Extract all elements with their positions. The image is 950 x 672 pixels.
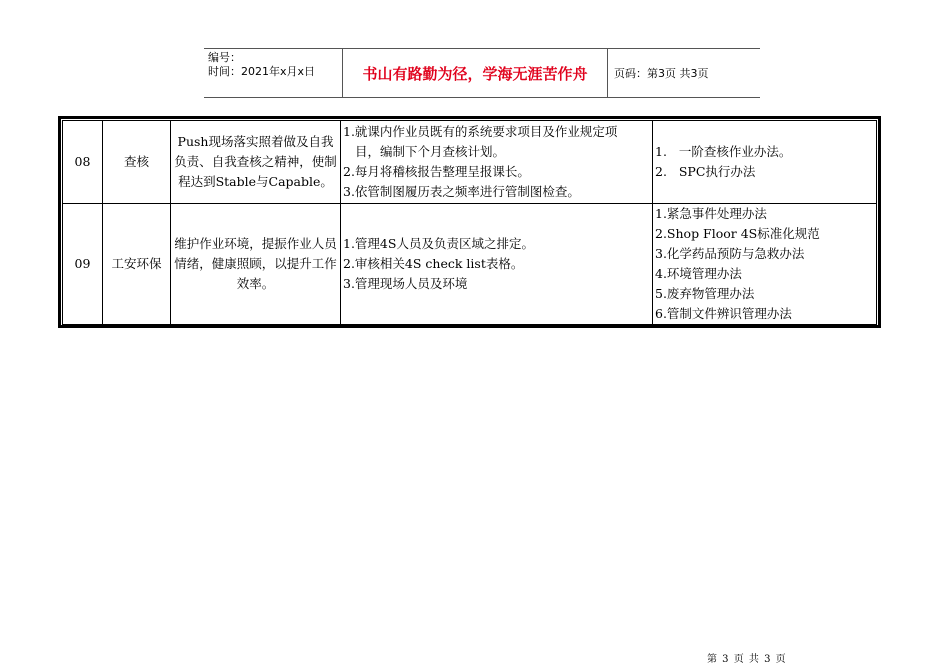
procedure-table-frame (58, 116, 881, 328)
row-purpose: Push现场落实照着做及自我负责、自我查核之精神，使制程达到Stable与Capable。 (171, 121, 341, 204)
procedure-table (62, 120, 877, 325)
list-item: 3.管理现场人员及环境 (343, 276, 468, 291)
list-item: 2.每月将稽核报告整理呈报课长。 (343, 164, 530, 179)
row-docs (653, 204, 877, 325)
row-number: 09 (63, 204, 103, 325)
row-item: 工安环保 (103, 204, 171, 325)
list-item: 1.紧急事件处理办法 (655, 206, 767, 221)
date-label: 时间：2021年x月x日 (208, 65, 316, 78)
row-number: 08 (63, 121, 103, 204)
page-header (204, 48, 760, 98)
row-purpose: 维护作业环境，提振作业人员情绪，健康照顾，以提升工作效率。 (171, 204, 341, 325)
table-row (63, 121, 877, 204)
list-item: 1.就课内作业员既有的系统要求项目及作业规定项 (343, 124, 618, 139)
header-page-label: 页码：第3页 共3页 (614, 67, 709, 80)
list-item: 2.Shop Floor 4S标准化规范 (655, 226, 820, 241)
table-row (63, 204, 877, 325)
page-footer: 第 3 页 共 3 页 (707, 654, 787, 665)
list-item: 4.环境管理办法 (655, 266, 742, 281)
row-item: 查核 (103, 121, 171, 204)
list-item: 5.废弃物管理办法 (655, 286, 755, 301)
list-item: 1. 一阶查核作业办法。 (655, 144, 792, 159)
row-actions (341, 204, 653, 325)
list-item: 3.依管制图履历表之频率进行管制图检查。 (343, 184, 580, 199)
header-motto: 书山有路勤为径，学海无涯苦作舟 (343, 49, 608, 97)
header-meta (204, 49, 343, 97)
list-item: 3.化学药品预防与急救办法 (655, 246, 805, 261)
row-docs (653, 121, 877, 204)
code-label: 编号： (208, 51, 241, 64)
list-item: 1.管理4S人员及负责区域之排定。 (343, 236, 534, 251)
row-actions (341, 121, 653, 204)
list-item: 2. SPC执行办法 (655, 164, 756, 179)
list-item: 2.审核相关4S check list表格。 (343, 256, 524, 271)
list-item: 目，编制下个月查核计划。 (355, 144, 506, 159)
list-item: 6.管制文件辨识管理办法 (655, 306, 792, 321)
